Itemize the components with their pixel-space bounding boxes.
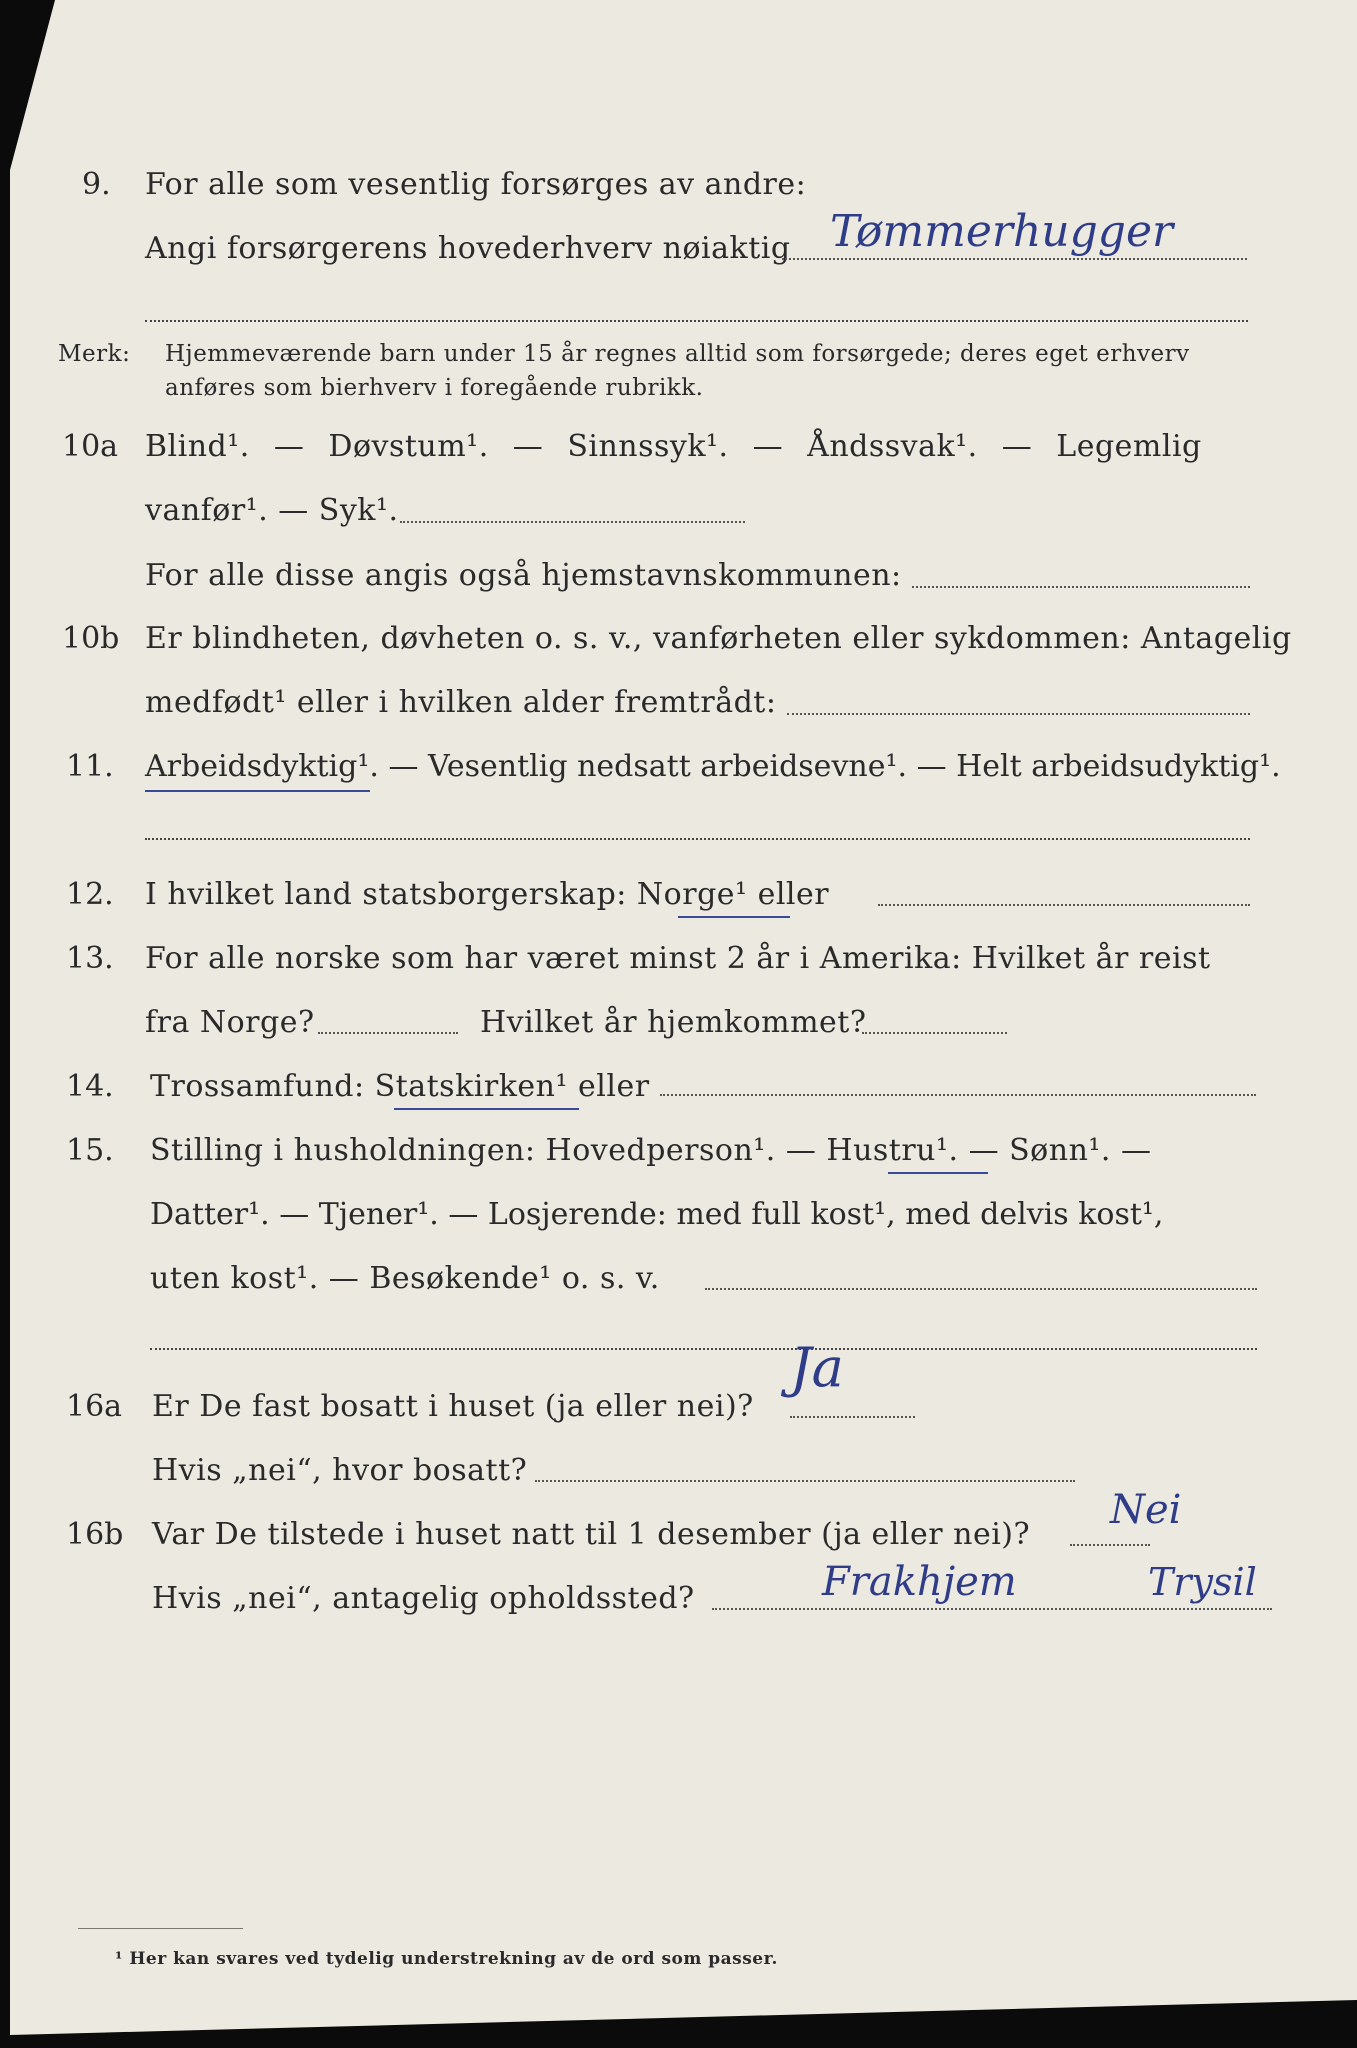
item-10b-line2: medfødt¹ eller i hvilken alder fremtrådt: xyxy=(145,685,777,720)
item-12-line1: I hvilket land statsborgerskap: Norge¹ eller xyxy=(145,877,830,912)
merk-line1: Hjemmeværende barn under 15 år regnes alltid som forsørgede; deres eget erhverv xyxy=(165,341,1190,367)
item-16b-line2: Hvis „nei“, antagelig opholdssted? xyxy=(152,1581,695,1616)
item-9-line2: Angi forsørgerens hovederhverv nøiaktig xyxy=(145,231,791,266)
item-9-number: 9. xyxy=(82,167,111,202)
item-10b-number: 10b xyxy=(62,621,120,656)
item-10a-line1: Blind¹. — Døvstum¹. — Sinnssyk¹. — Åndssvak¹. — Legemlig xyxy=(145,429,1202,464)
merk-label: Merk: xyxy=(58,341,131,367)
item-15-line3: uten kost¹. — Besøkende¹ o. s. v. xyxy=(150,1261,660,1296)
item-12-number: 12. xyxy=(66,877,114,912)
item-13-line2a: fra Norge? xyxy=(145,1005,315,1040)
item-10a-line3: For alle disse angis også hjemstavnskommunen: xyxy=(145,558,902,593)
item-15-line1: Stilling i husholdningen: Hovedperson¹. — Hustru¹. — Sønn¹. — xyxy=(150,1133,1152,1168)
item-16b-line1: Var De tilstede i huset natt til 1 desember (ja eller nei)? xyxy=(152,1517,1031,1552)
item-15-line2: Datter¹. — Tjener¹. — Losjerende: med full kost¹, med delvis kost¹, xyxy=(150,1197,1164,1232)
item-16a-line1: Er De fast bosatt i huset (ja eller nei)? xyxy=(152,1389,754,1424)
merk-line2: anføres som bierhverv i foregående rubrikk. xyxy=(165,375,704,401)
footnote: ¹ Her kan svares ved tydelig understrekning av de ord som passer. xyxy=(115,1949,778,1969)
item-16b-number: 16b xyxy=(66,1517,124,1552)
item-10a-number: 10a xyxy=(62,429,119,464)
item-14-line1: Trossamfund: Statskirken¹ eller xyxy=(150,1069,650,1104)
item-16a-line2: Hvis „nei“, hvor bosatt? xyxy=(152,1453,528,1488)
item-11-number: 11. xyxy=(66,749,114,784)
item-16a-number: 16a xyxy=(66,1389,123,1424)
handwriting-occupation: Tømmerhugger xyxy=(830,206,1174,257)
item-14-number: 14. xyxy=(66,1069,114,1104)
item-9-line1: For alle som vesentlig forsørges av andre: xyxy=(145,167,807,202)
item-11-line1: Arbeidsdyktig¹. — Vesentlig nedsatt arbeidsevne¹. — Helt arbeidsudyktig¹. xyxy=(145,749,1281,784)
item-10b-line1: Er blindheten, døvheten o. s. v., vanførheten eller sykdommen: Antagelig xyxy=(145,621,1292,656)
handwriting-resident: Ja xyxy=(790,1336,844,1399)
item-10a-line2: vanfør¹. — Syk¹. xyxy=(145,493,399,528)
handwriting-stay-place: Frakhjem xyxy=(822,1559,1017,1605)
handwriting-present: Nei xyxy=(1110,1487,1182,1533)
item-15-number: 15. xyxy=(66,1133,114,1168)
handwriting-stay-municipality: Trysil xyxy=(1148,1560,1257,1604)
item-13-line2b: Hvilket år hjemkommet? xyxy=(480,1005,867,1040)
item-13-number: 13. xyxy=(66,941,114,976)
item-13-line1: For alle norske som har været minst 2 år i Amerika: Hvilket år reist xyxy=(145,941,1211,976)
